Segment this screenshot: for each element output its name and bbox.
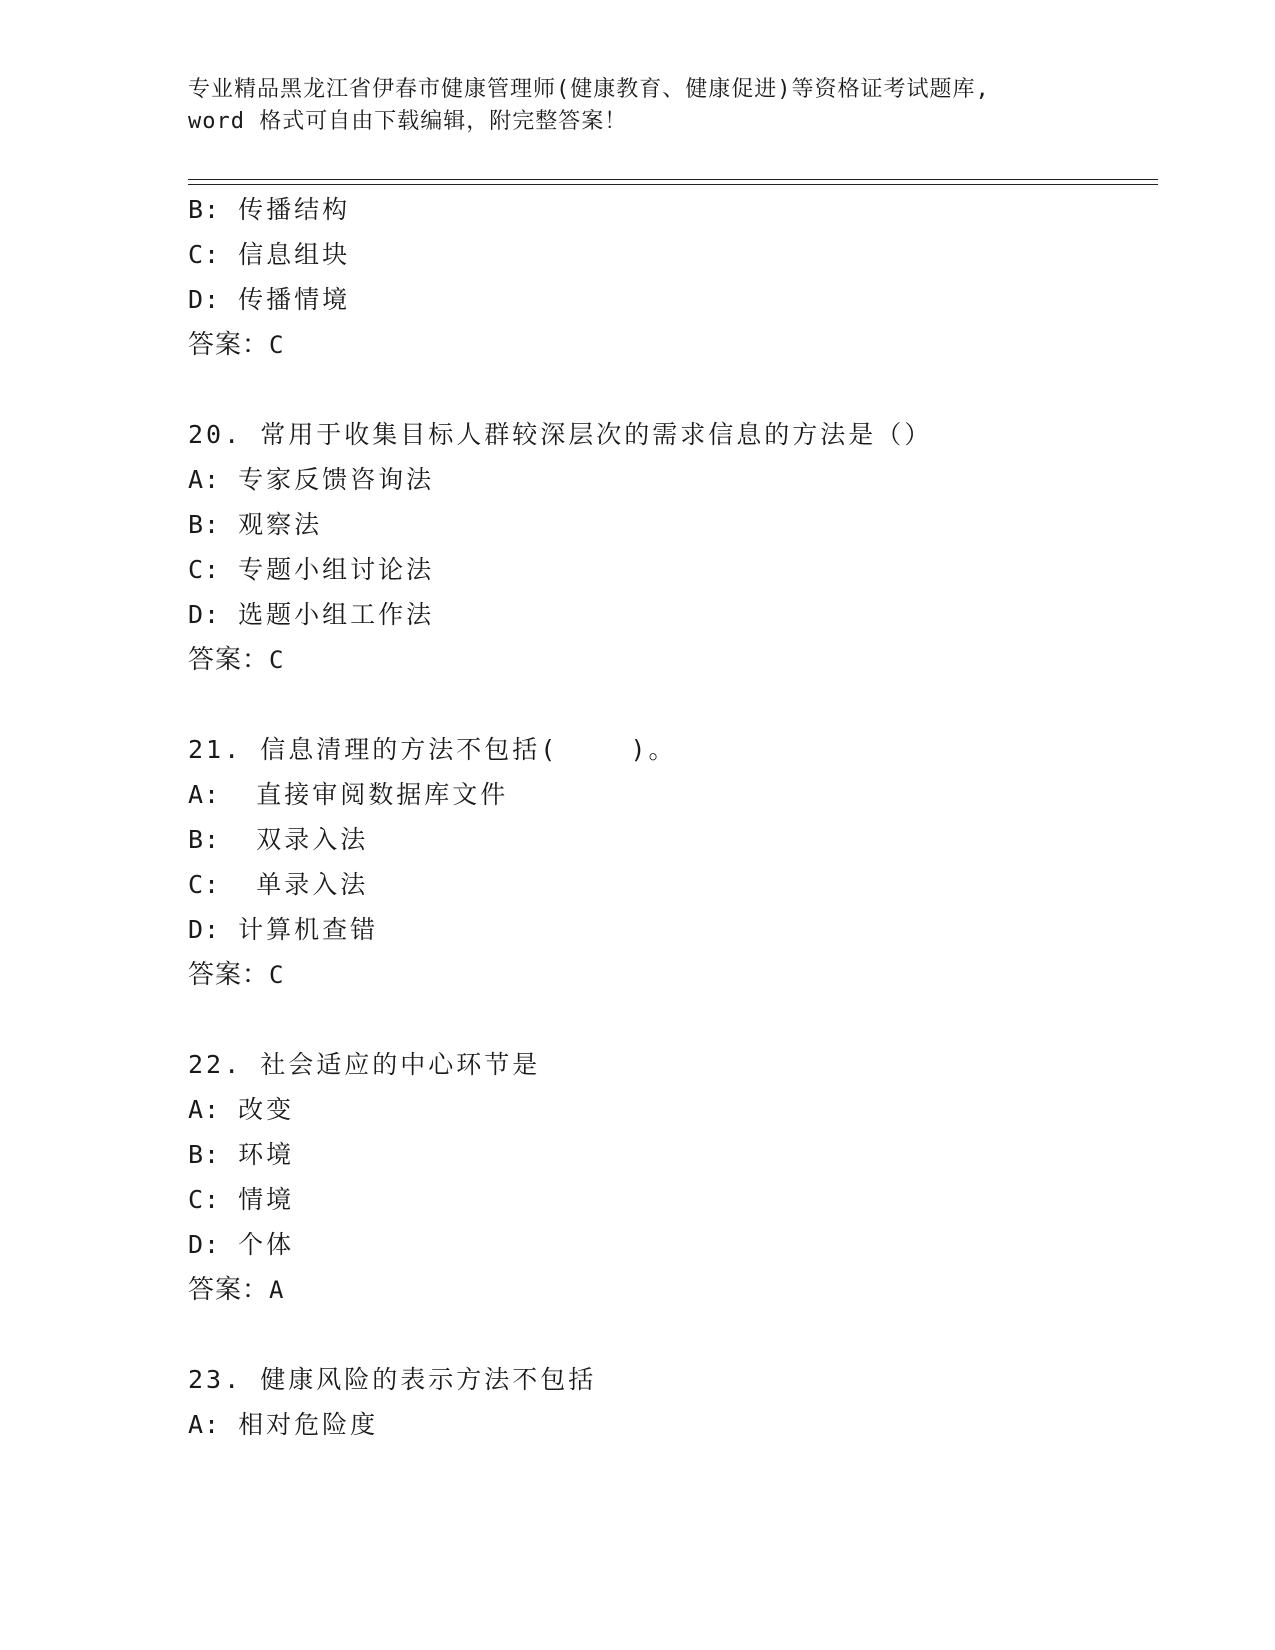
option-d: D: 计算机查错 [188,915,379,944]
option-d: D: 个体 [188,1230,295,1259]
header-line-1: 专业精品黑龙江省伊春市健康管理师(健康教育、健康促进)等资格证考试题库, [188,77,990,102]
header-divider-top [188,179,1158,180]
header-line-2: word 格式可自由下载编辑，附完整答案！ [188,109,628,134]
question-21: 21. 信息清理的方法不包括( )。 [188,735,677,764]
option-b: B: 环境 [188,1140,295,1169]
option-c: C: 单录入法 [188,870,369,899]
answer: 答案：C [188,330,285,360]
option-a: A: 直接审阅数据库文件 [188,780,509,809]
header-divider-bottom [188,184,1158,185]
document-header [188,74,1088,138]
option-c: C: 信息组块 [188,240,351,269]
option-c: C: 情境 [188,1185,295,1214]
option-a: A: 专家反馈咨询法 [188,465,435,494]
option-b: B: 传播结构 [188,195,351,224]
question-20: 20. 常用于收集目标人群较深层次的需求信息的方法是（） [188,420,933,449]
answer: 答案：C [188,645,285,675]
option-b: B: 双录入法 [188,825,369,854]
option-b: B: 观察法 [188,510,323,539]
answer: 答案：A [188,1275,285,1305]
option-c: C: 专题小组讨论法 [188,555,435,584]
option-a: A: 相对危险度 [188,1410,379,1439]
question-23: 23. 健康风险的表示方法不包括 [188,1365,597,1394]
option-d: D: 选题小组工作法 [188,600,435,629]
option-d: D: 传播情境 [188,285,351,314]
question-22: 22. 社会适应的中心环节是 [188,1050,541,1079]
option-a: A: 改变 [188,1095,295,1124]
answer: 答案：C [188,960,285,990]
